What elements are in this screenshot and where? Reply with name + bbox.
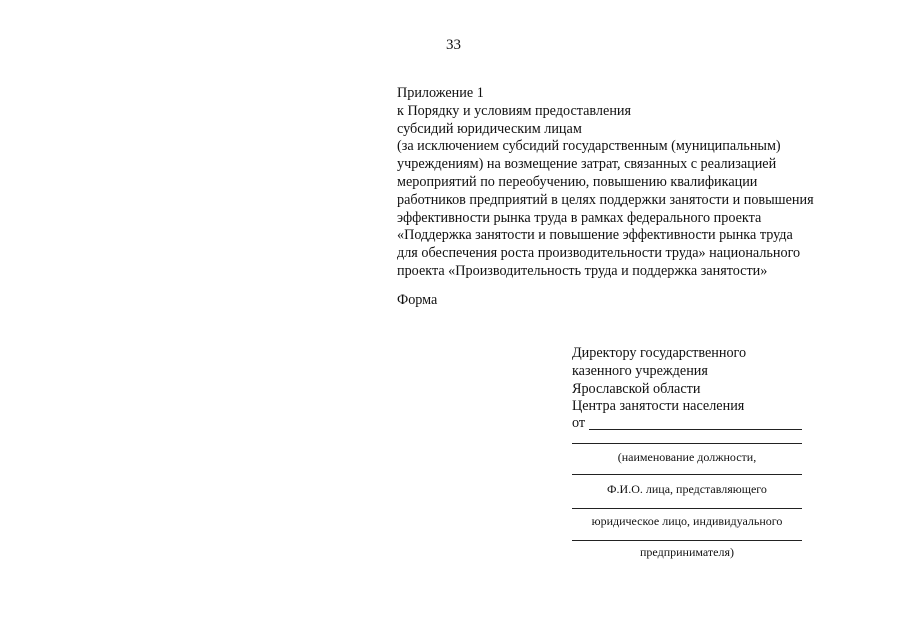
addressee-line: Ярославской области: [572, 380, 701, 397]
appendix-line: работников предприятий в целях поддержки занятости и повышения: [397, 191, 814, 208]
field-caption: (наименование должности,: [617, 450, 757, 464]
form-label: Форма: [397, 292, 438, 308]
fill-line: [572, 443, 802, 444]
field-caption: юридическое лицо, индивидуального: [591, 514, 783, 528]
appendix-heading: [397, 85, 857, 281]
appendix-line: (за исключением субсидий государственным (муниципальным): [397, 138, 781, 155]
appendix-line: учреждениям) на возмещение затрат, связанных с реализацией: [397, 156, 777, 173]
appendix-line: проекта «Производительность труда и поддержка занятости»: [397, 262, 768, 279]
from-label: от: [572, 415, 586, 431]
addressee-line: Центра занятости населения: [572, 398, 745, 415]
appendix-line: Приложение 1: [397, 85, 484, 101]
fill-line: [572, 508, 802, 509]
appendix-line: «Поддержка занятости и повышение эффективности рынка труда: [397, 227, 793, 244]
field-caption: Ф.И.О. лица, представляющего: [607, 482, 767, 496]
appendix-line: к Порядку и условиям предоставления: [397, 102, 632, 119]
from-fill-line: [589, 429, 802, 430]
field-caption: предпринимателя): [640, 545, 734, 559]
addressee-line: Директору государственного: [572, 345, 747, 361]
appendix-line: мероприятий по переобучению, повышению квалификации: [397, 173, 758, 190]
addressee-line: казенного учреждения: [572, 362, 708, 379]
page-number: 33: [446, 37, 461, 53]
appendix-line: для обеспечения роста производительности труда» национального: [397, 245, 801, 262]
addressee-block: [572, 345, 812, 416]
appendix-line: эффективности рынка труда в рамках федерального проекта: [397, 209, 762, 226]
from-row: [572, 415, 804, 433]
fill-line: [572, 540, 802, 541]
appendix-line: субсидий юридическим лицам: [397, 120, 582, 137]
fill-line: [572, 474, 802, 475]
